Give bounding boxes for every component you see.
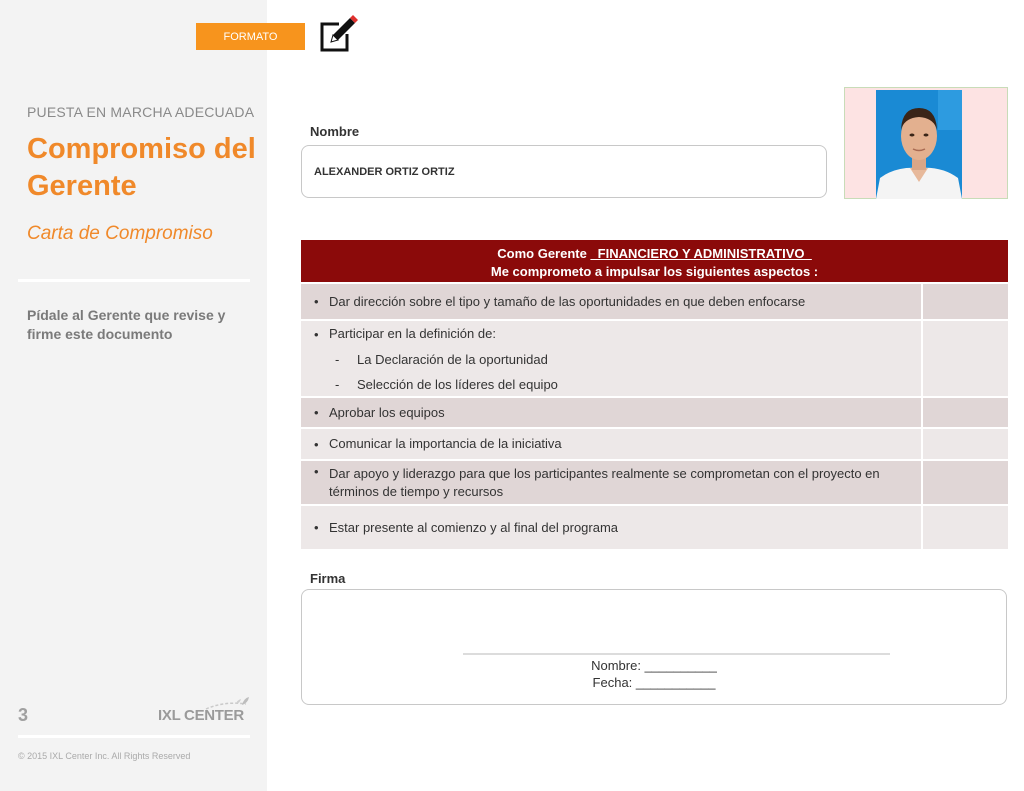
ixl-center-logo bbox=[158, 696, 250, 724]
slide-title: Compromiso del Gerente bbox=[27, 133, 256, 202]
row-text: Dar apoyo y liderazgo para que los participantes realmente se comprometan con el proyecto en términos de tiempo y recursos bbox=[329, 465, 880, 499]
sidebar bbox=[0, 0, 267, 791]
table-row bbox=[301, 282, 1008, 319]
row-check-cell[interactable] bbox=[921, 506, 1008, 549]
sub-item bbox=[329, 372, 921, 397]
signature-box[interactable] bbox=[301, 589, 1007, 705]
header-line-2: Me comprometo a impulsar los siguientes aspectos : bbox=[490, 264, 819, 279]
format-tag: FORMATO bbox=[196, 23, 305, 50]
signature-label: Firma bbox=[310, 571, 346, 586]
table-row bbox=[301, 459, 1008, 504]
row-text: Participar en la definición de: bbox=[329, 325, 496, 341]
row-text-cell bbox=[301, 398, 921, 427]
sub-dash: - bbox=[335, 351, 340, 367]
bullet: • bbox=[314, 464, 319, 479]
sub-dash: - bbox=[335, 376, 340, 392]
manager-photo bbox=[844, 87, 1008, 199]
table-row bbox=[301, 319, 1008, 396]
slide-subtitle: Carta de Compromiso bbox=[27, 223, 213, 244]
row-text-cell bbox=[301, 461, 921, 504]
name-label: Nombre bbox=[310, 124, 360, 139]
row-check-cell[interactable] bbox=[921, 284, 1008, 319]
signature-line bbox=[463, 653, 890, 655]
bullet: • bbox=[314, 436, 319, 452]
footer-divider bbox=[18, 735, 250, 738]
row-text: Dar dirección sobre el tipo y tamaño de las oportunidades en que deben enfocarse bbox=[329, 293, 806, 309]
row-check-cell[interactable] bbox=[921, 429, 1008, 459]
row-text-cell bbox=[301, 284, 921, 319]
commitment-table bbox=[301, 240, 1008, 549]
row-text-cell bbox=[301, 429, 921, 459]
row-check-cell[interactable] bbox=[921, 461, 1008, 504]
instruction-text: Pídale al Gerente que revise y firme este documento bbox=[27, 307, 226, 342]
row-check-cell[interactable] bbox=[921, 321, 1008, 396]
signature-name-line: Nombre: __________ bbox=[591, 658, 717, 673]
sub-item-text: La Declaración de la oportunidad bbox=[357, 351, 548, 367]
section-label: PUESTA EN MARCHA ADECUADA bbox=[27, 104, 255, 120]
copyright: © 2015 IXL Center Inc. All Rights Reserved bbox=[18, 751, 191, 761]
header-role: _FINANCIERO Y ADMINISTRATIVO_ bbox=[590, 246, 812, 261]
logo-text: IXL CENTER bbox=[158, 707, 244, 724]
table-row bbox=[301, 396, 1008, 427]
row-text-cell bbox=[301, 321, 921, 396]
row-text: Aprobar los equipos bbox=[329, 404, 445, 420]
manager-portrait-image bbox=[876, 90, 962, 199]
name-field[interactable]: ALEXANDER ORTIZ ORTIZ bbox=[301, 145, 827, 198]
sub-item-text: Selección de los líderes del equipo bbox=[357, 376, 558, 392]
bullet: • bbox=[314, 327, 319, 342]
bullet: • bbox=[314, 294, 319, 309]
page-number: 3 bbox=[18, 705, 29, 725]
sidebar-divider bbox=[18, 279, 250, 282]
bullet: • bbox=[314, 405, 319, 420]
edit-pencil-icon bbox=[317, 12, 359, 54]
table-header bbox=[301, 240, 1008, 282]
header-prefix: Como Gerente bbox=[497, 246, 591, 261]
sub-item bbox=[329, 347, 921, 372]
row-check-cell[interactable] bbox=[921, 398, 1008, 427]
signature-date-line: Fecha: ___________ bbox=[592, 675, 716, 690]
row-text: Estar presente al comienzo y al final del programa bbox=[329, 519, 619, 535]
table-row bbox=[301, 427, 1008, 459]
table-row bbox=[301, 504, 1008, 549]
row-text: Comunicar la importancia de la iniciativa bbox=[329, 436, 562, 451]
bullet: • bbox=[314, 520, 319, 535]
row-text-cell bbox=[301, 506, 921, 549]
